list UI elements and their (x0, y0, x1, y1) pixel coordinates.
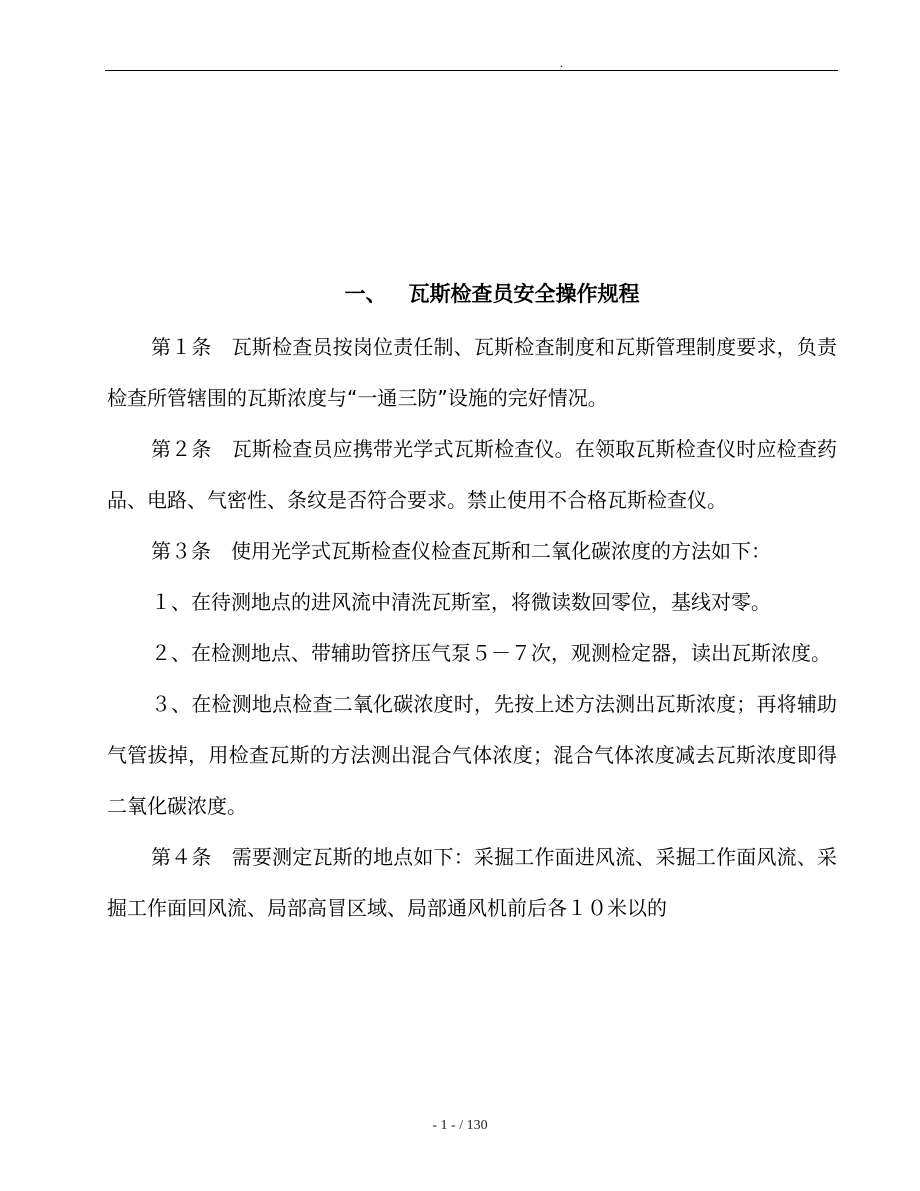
page-number: - 1 - / 130 (432, 1118, 488, 1133)
document-body (107, 270, 837, 934)
section-title: 瓦斯检查员安全操作规程 (408, 282, 640, 306)
section-number: 一、 (344, 282, 387, 306)
paragraph-article-3: 第３条 使用光学式瓦斯检查仪检查瓦斯和二氧化碳浓度的方法如下： (151, 539, 771, 563)
paragraph-article-4: 第４条 需要测定瓦斯的地点如下：采掘工作面进风流、采掘工作面风流、采掘工作面回风流、局部高冒区域、局部通风机前后各１０米以的 (107, 845, 837, 920)
section-heading (147, 270, 837, 318)
paragraph-article-1: 第１条 瓦斯检查员按岗位责任制、瓦斯检查制度和瓦斯管理制度要求，负责检查所管辖围的瓦斯浓度与“一通三防”设施的完好情况。 (107, 335, 837, 410)
header-mark: . (560, 56, 563, 70)
paragraph-step-3: ３、在检测地点检查二氧化碳浓度时，先按上述方法测出瓦斯浓度；再将辅助气管拔掉，用检查瓦斯的方法测出混合气体浓度；混合气体浓度减去瓦斯浓度即得二氧化碳浓度。 (107, 692, 837, 818)
header-rule (105, 70, 838, 71)
paragraph-article-2: 第２条 瓦斯检查员应携带光学式瓦斯检查仪。在领取瓦斯检查仪时应检查药品、电路、气密性、条纹是否符合要求。禁止使用不合格瓦斯检查仪。 (107, 437, 837, 512)
paragraph-step-1: １、在待测地点的进风流中清洗瓦斯室，将微读数回零位，基线对零。 (151, 590, 771, 614)
paragraph-step-2: ２、在检测地点、带辅助管挤压气泵５－７次，观测检定器，读出瓦斯浓度。 (151, 641, 831, 665)
